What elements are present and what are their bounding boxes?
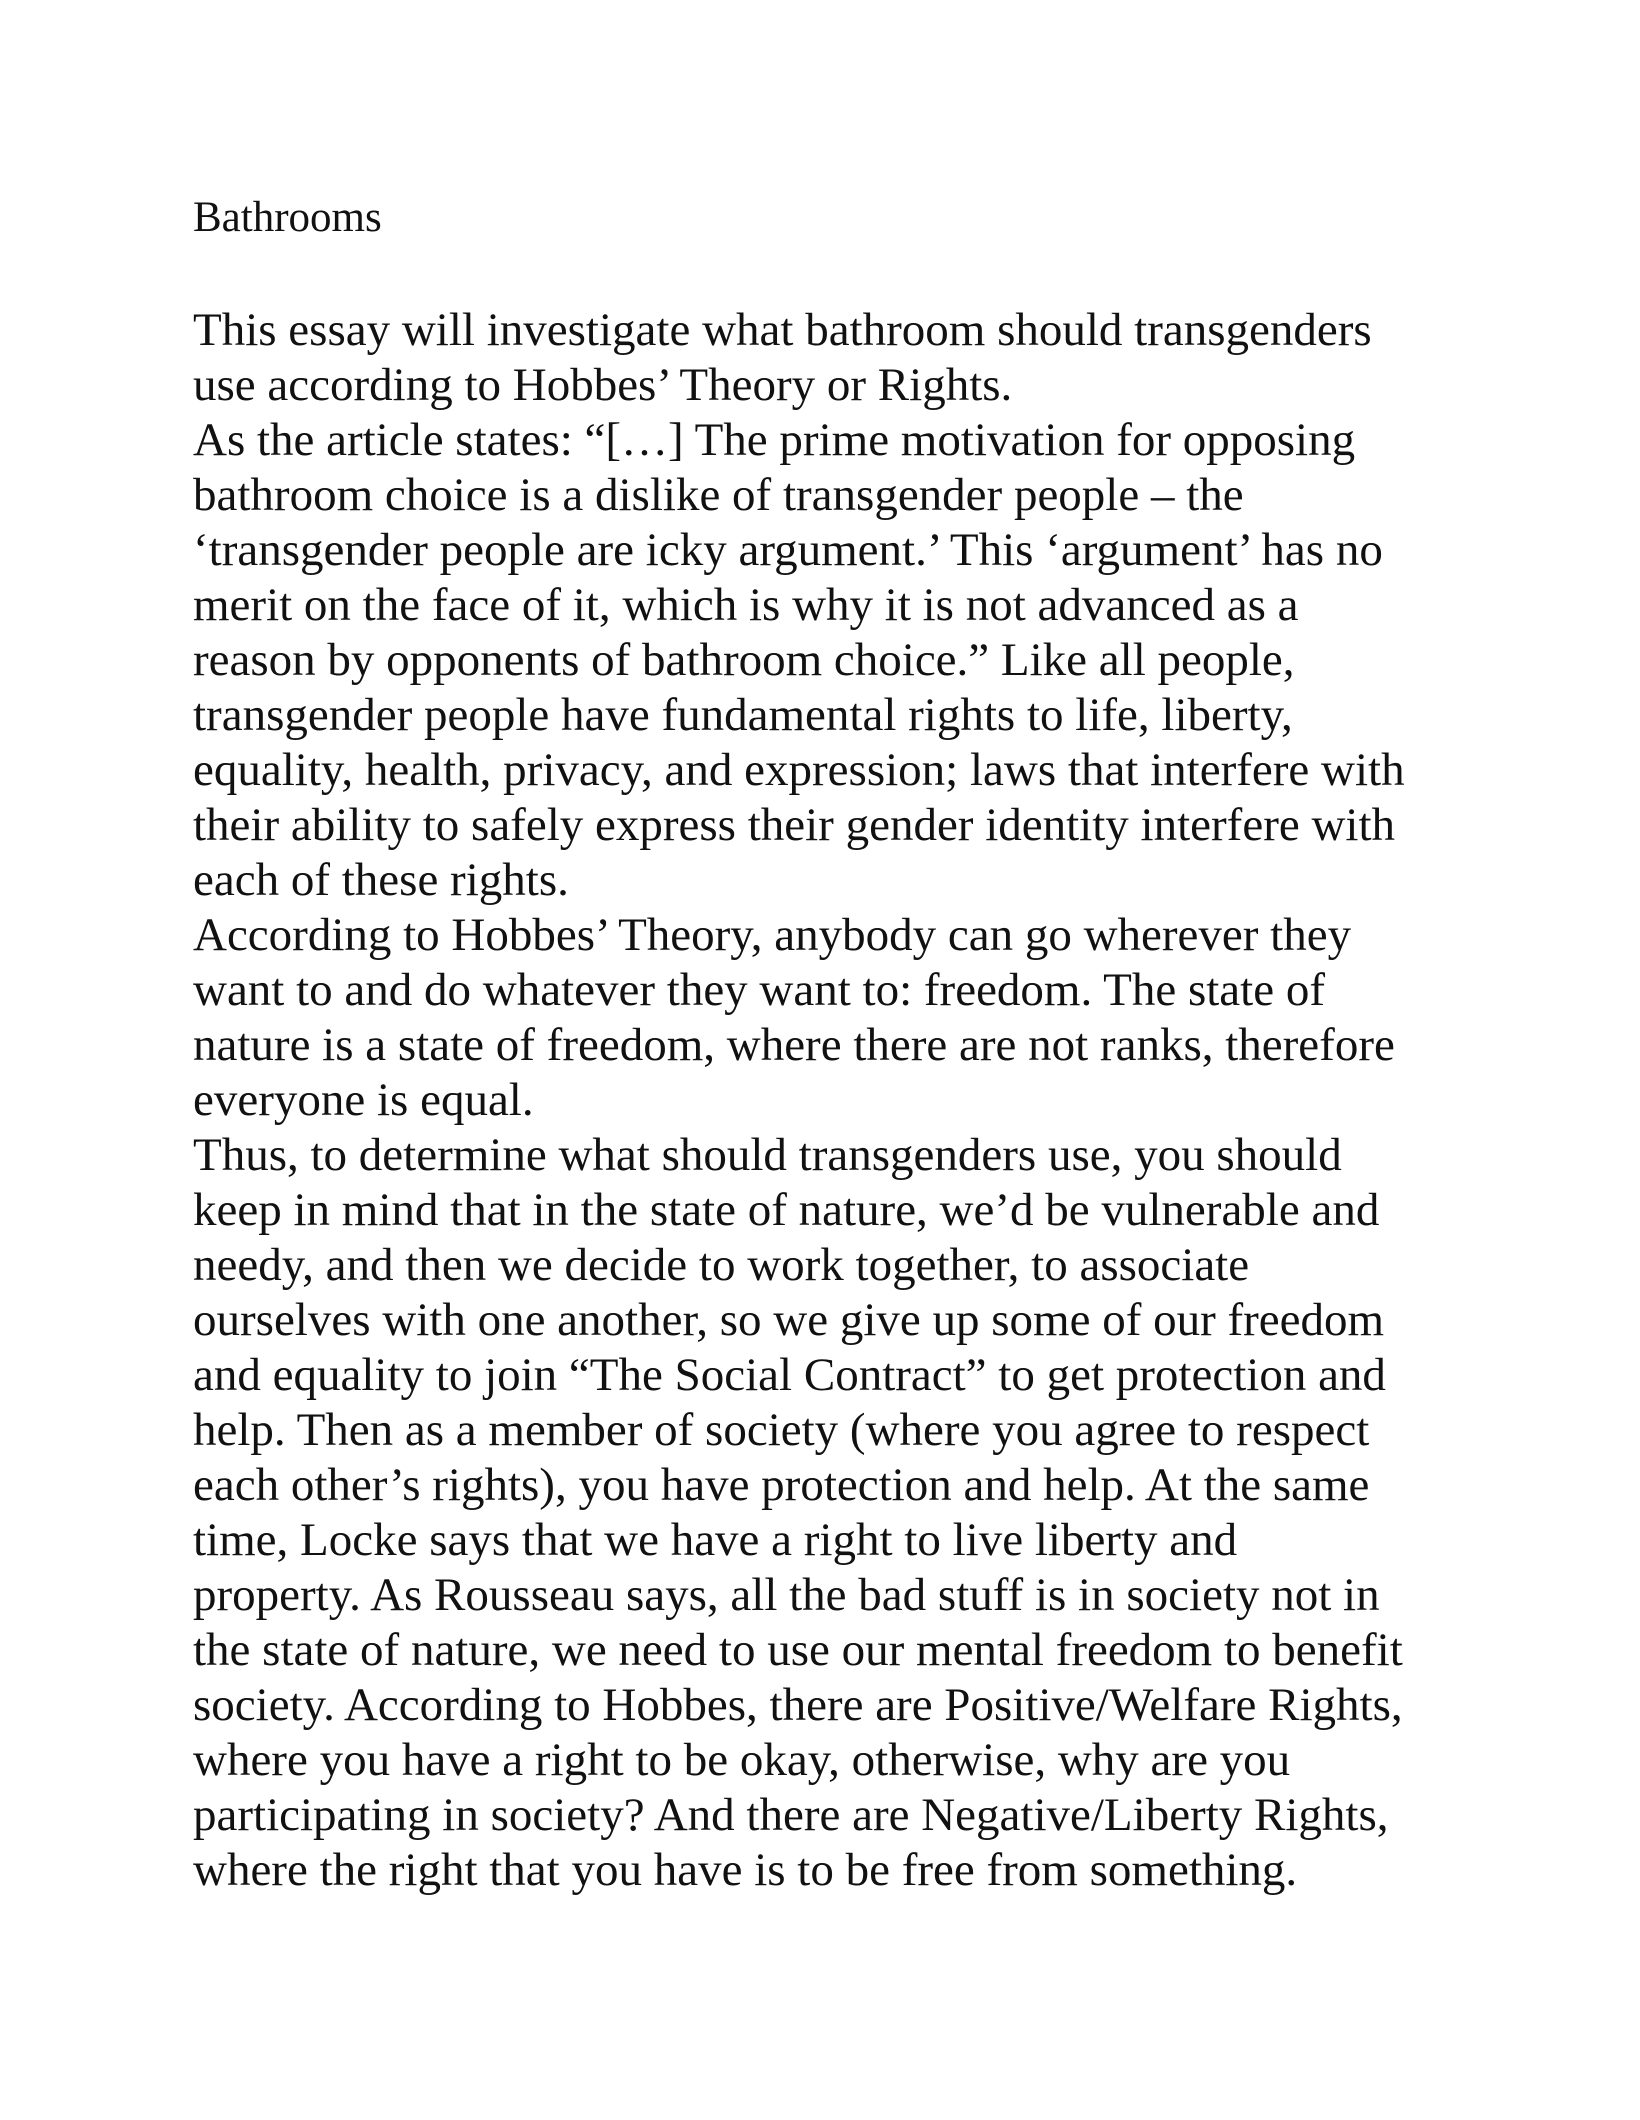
essay-line: ourselves with one another, so we give up some of our freedom <box>193 1294 1385 1346</box>
essay-line: reason by opponents of bathroom choice.” Like all people, <box>193 634 1295 686</box>
essay-line: As the article states: “[…] The prime motivation for opposing <box>193 414 1356 466</box>
essay-line: nature is a state of freedom, where there are not ranks, therefore <box>193 1019 1395 1071</box>
essay-line: want to and do whatever they want to: freedom. The state of <box>193 964 1325 1016</box>
essay-line: According to Hobbes’ Theory, anybody can go wherever they <box>193 909 1352 961</box>
essay-line: time, Locke says that we have a right to live liberty and <box>193 1514 1238 1566</box>
essay-body <box>193 303 1483 1898</box>
essay-line: bathroom choice is a dislike of transgender people – the <box>193 469 1244 521</box>
essay-line: the state of nature, we need to use our mental freedom to benefit <box>193 1624 1403 1676</box>
essay-line: needy, and then we decide to work together, to associate <box>193 1239 1250 1291</box>
essay-line: where the right that you have is to be free from something. <box>193 1844 1298 1896</box>
document-title: Bathrooms <box>193 194 382 241</box>
essay-line: use according to Hobbes’ Theory or Rights. <box>193 359 1013 411</box>
essay-line: equality, health, privacy, and expression; laws that interfere with <box>193 744 1405 796</box>
essay-line: participating in society? And there are Negative/Liberty Rights, <box>193 1789 1389 1841</box>
essay-line: property. As Rousseau says, all the bad stuff is in society not in <box>193 1569 1380 1621</box>
essay-line: merit on the face of it, which is why it is not advanced as a <box>193 579 1299 631</box>
essay-line: each of these rights. <box>193 854 569 906</box>
essay-line: each other’s rights), you have protection and help. At the same <box>193 1459 1370 1511</box>
essay-line: everyone is equal. <box>193 1074 534 1126</box>
essay-line: their ability to safely express their gender identity interfere with <box>193 799 1396 851</box>
essay-line: where you have a right to be okay, otherwise, why are you <box>193 1734 1291 1786</box>
essay-line: and equality to join “The Social Contract” to get protection and <box>193 1349 1386 1401</box>
essay-line: Thus, to determine what should transgenders use, you should <box>193 1129 1342 1181</box>
essay-line: This essay will investigate what bathroom should transgenders <box>193 304 1372 356</box>
essay-line: help. Then as a member of society (where you agree to respect <box>193 1404 1370 1456</box>
essay-line: society. According to Hobbes, there are Positive/Welfare Rights, <box>193 1679 1403 1731</box>
essay-line: ‘transgender people are icky argument.’ This ‘argument’ has no <box>193 524 1383 576</box>
essay-line: transgender people have fundamental rights to life, liberty, <box>193 689 1293 741</box>
essay-line: keep in mind that in the state of nature, we’d be vulnerable and <box>193 1184 1380 1236</box>
